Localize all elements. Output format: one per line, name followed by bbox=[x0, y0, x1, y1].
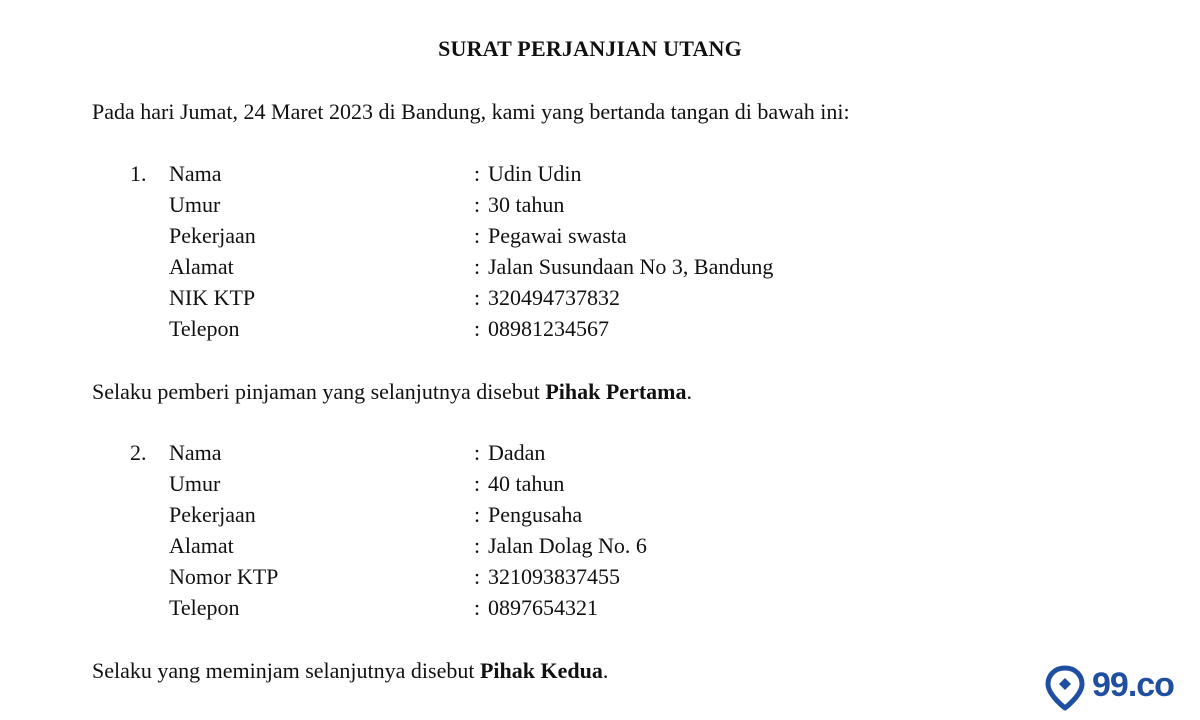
party-role: Pihak Kedua bbox=[479, 658, 603, 683]
document-title: SURAT PERJANJIAN UTANG bbox=[438, 36, 742, 61]
field-value: Pengusaha bbox=[488, 502, 583, 527]
brand-logo-text: 99.co bbox=[1092, 666, 1174, 704]
field-colon: : bbox=[474, 254, 481, 279]
field-label: Umur bbox=[169, 192, 221, 217]
field-value: Jalan Dolag No. 6 bbox=[488, 533, 647, 558]
field-label: Alamat bbox=[169, 533, 234, 558]
list-number: 1. bbox=[130, 161, 147, 186]
field-row bbox=[130, 313, 930, 344]
field-colon: : bbox=[474, 471, 481, 496]
field-value: 30 tahun bbox=[488, 192, 565, 217]
field-row bbox=[130, 437, 930, 468]
field-value: Pegawai swasta bbox=[488, 223, 627, 248]
closing-period: . bbox=[686, 379, 692, 404]
closing-period: . bbox=[602, 658, 609, 683]
party-2-closing bbox=[92, 656, 608, 686]
field-colon: : bbox=[474, 223, 481, 248]
field-colon: : bbox=[474, 285, 481, 310]
field-row bbox=[130, 189, 930, 220]
field-colon: : bbox=[474, 161, 481, 186]
closing-text: Selaku yang meminjam selanjutnya disebut bbox=[92, 658, 480, 683]
field-label: Pekerjaan bbox=[169, 223, 256, 248]
field-row bbox=[130, 468, 930, 499]
field-value: 08981234567 bbox=[488, 316, 609, 341]
field-value: 321093837455 bbox=[488, 564, 620, 589]
field-row bbox=[130, 499, 930, 530]
field-colon: : bbox=[474, 440, 481, 465]
field-value: 40 tahun bbox=[488, 471, 565, 496]
field-row bbox=[130, 251, 930, 282]
field-colon: : bbox=[474, 564, 481, 589]
list-number: 2. bbox=[130, 440, 147, 465]
party-2-details bbox=[130, 437, 930, 623]
field-colon: : bbox=[474, 533, 481, 558]
party-1-closing bbox=[92, 377, 692, 407]
field-label: Telepon bbox=[169, 316, 240, 341]
field-label: Nama bbox=[169, 161, 222, 186]
field-label: Nomor KTP bbox=[169, 564, 279, 589]
field-colon: : bbox=[474, 192, 481, 217]
location-pin-icon bbox=[1042, 664, 1088, 712]
party-1-details bbox=[130, 158, 930, 344]
closing-text: Selaku pemberi pinjaman yang selanjutnya disebut bbox=[92, 379, 546, 404]
field-label: Umur bbox=[169, 471, 221, 496]
field-row bbox=[130, 282, 930, 313]
field-label: Telepon bbox=[169, 595, 240, 620]
field-value: 0897654321 bbox=[488, 595, 598, 620]
field-row bbox=[130, 220, 930, 251]
field-colon: : bbox=[474, 316, 481, 341]
field-value: Dadan bbox=[488, 440, 546, 465]
field-label: Pekerjaan bbox=[169, 502, 256, 527]
field-label: Alamat bbox=[169, 254, 234, 279]
field-value: Udin Udin bbox=[488, 161, 582, 186]
field-row bbox=[130, 530, 930, 561]
brand-watermark bbox=[1042, 664, 1192, 712]
field-colon: : bbox=[474, 502, 481, 527]
party-role: Pihak Pertama bbox=[545, 379, 687, 404]
intro-paragraph: Pada hari Jumat, 24 Maret 2023 di Bandung, kami yang bertanda tangan di bawah ini: bbox=[92, 99, 850, 124]
field-label: NIK KTP bbox=[169, 285, 256, 310]
field-colon: : bbox=[474, 595, 481, 620]
field-row bbox=[130, 592, 930, 623]
field-row bbox=[130, 561, 930, 592]
field-value: 320494737832 bbox=[488, 285, 620, 310]
field-value: Jalan Susundaan No 3, Bandung bbox=[488, 254, 774, 279]
field-label: Nama bbox=[169, 440, 222, 465]
field-row bbox=[130, 158, 930, 189]
